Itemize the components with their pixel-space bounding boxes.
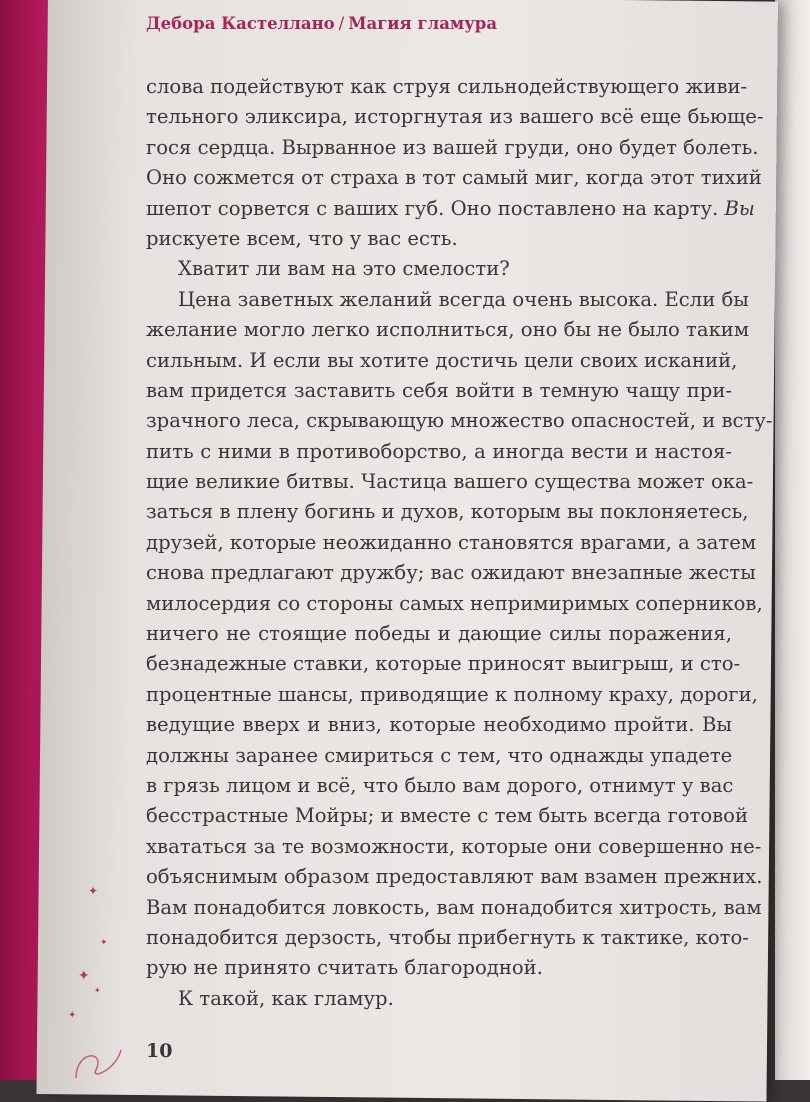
text-line: друзей, которые неожиданно становятся врагами, а затем <box>146 530 757 554</box>
running-header <box>146 14 497 33</box>
star-decoration: ✦ <box>100 938 108 948</box>
text-line: в грязь лицом и всё, что было вам дорого, отнимут у вас <box>146 773 734 797</box>
star-decoration: ✦ <box>88 884 99 898</box>
text-line: Вам понадобится ловкость, вам понадобится хитрость, вам <box>146 895 762 919</box>
emphasis-word: Вы <box>724 196 755 220</box>
text-line: объяснимым образом предоставляют вам взамен прежних. <box>146 865 763 889</box>
text-line: заться в плену богинь и духов, которым вы поклоняетесь, <box>146 500 749 524</box>
text-line: Цена заветных желаний всегда очень высока. Если бы <box>178 287 749 311</box>
text-line: должны заранее смириться с тем, что однажды упадете <box>146 743 733 767</box>
text-line: бесстрастные Мойры; и вместе с тем быть всегда готовой <box>146 804 749 828</box>
header-separator: / <box>338 14 345 33</box>
next-page-edge <box>775 0 810 1080</box>
text-line: безнадежные ставки, которые приносят выигрыш, и сто- <box>146 652 741 676</box>
text-line: снова предлагают дружбу; вас ожидают внезапные жесты <box>146 561 756 585</box>
star-decoration: ✦ <box>68 1010 77 1021</box>
star-decoration: ✦ <box>94 986 101 995</box>
text-line: слова подействуют как струя сильнодействующего живи- <box>146 75 748 98</box>
text-line: тельного эликсира, исторгнутая из вашего всё еще бьюще- <box>146 105 764 129</box>
text-line: щие великие битвы. Частица вашего существа может ока- <box>146 470 754 494</box>
text-line: Оно сожмется от страха в тот самый миг, когда этот тихий <box>146 166 762 190</box>
text-line: гося сердца. Вырванное из вашей груди, оно будет болеть. <box>146 135 759 159</box>
text-line: Хватит ли вам на это смелости? <box>178 257 510 281</box>
text-line: милосердия со стороны самых непримиримых соперников, <box>146 591 763 615</box>
star-decoration: ✦ <box>78 968 90 984</box>
text-line: ведущие вверх и вниз, которые необходимо пройти. Вы <box>146 713 732 737</box>
text-line: ничего не стоящие победы и дающие силы поражения, <box>146 622 732 646</box>
text-line: К такой, как гламур. <box>178 986 394 1010</box>
text-line: шепот сорвется с ваших губ. Оно поставлено на карту. Вы <box>146 196 755 220</box>
body-text <box>146 72 773 1014</box>
header-book-title: Магия гламура <box>348 14 498 33</box>
text-line: понадобится дерзость, чтобы прибегнуть к тактике, кото- <box>146 925 749 949</box>
text-line: процентные шансы, приводящие к полному краху, дороги, <box>146 682 758 706</box>
header-author: Дебора Кастеллано <box>146 14 335 33</box>
text-line: сильным. И если вы хотите достичь цели своих исканий, <box>146 348 738 372</box>
text-line: рую не принято считать благородной. <box>146 956 543 980</box>
text-line: вам придется заставить себя войти в темную чащу при- <box>146 378 732 402</box>
text-line: рискуете всем, что у вас есть. <box>146 226 458 250</box>
text-line: хвататься за те возможности, которые они совершенно не- <box>146 834 762 858</box>
page-number: 10 <box>146 1040 173 1062</box>
text-line: желание могло легко исполниться, оно бы не было таким <box>146 318 750 342</box>
pink-flourish-decoration <box>66 1020 126 1080</box>
text-line: пить с ними в противоборство, а иногда вести и настоя- <box>146 439 732 463</box>
text-line: зрачного леса, скрывающую множество опасностей, и всту- <box>146 409 773 433</box>
